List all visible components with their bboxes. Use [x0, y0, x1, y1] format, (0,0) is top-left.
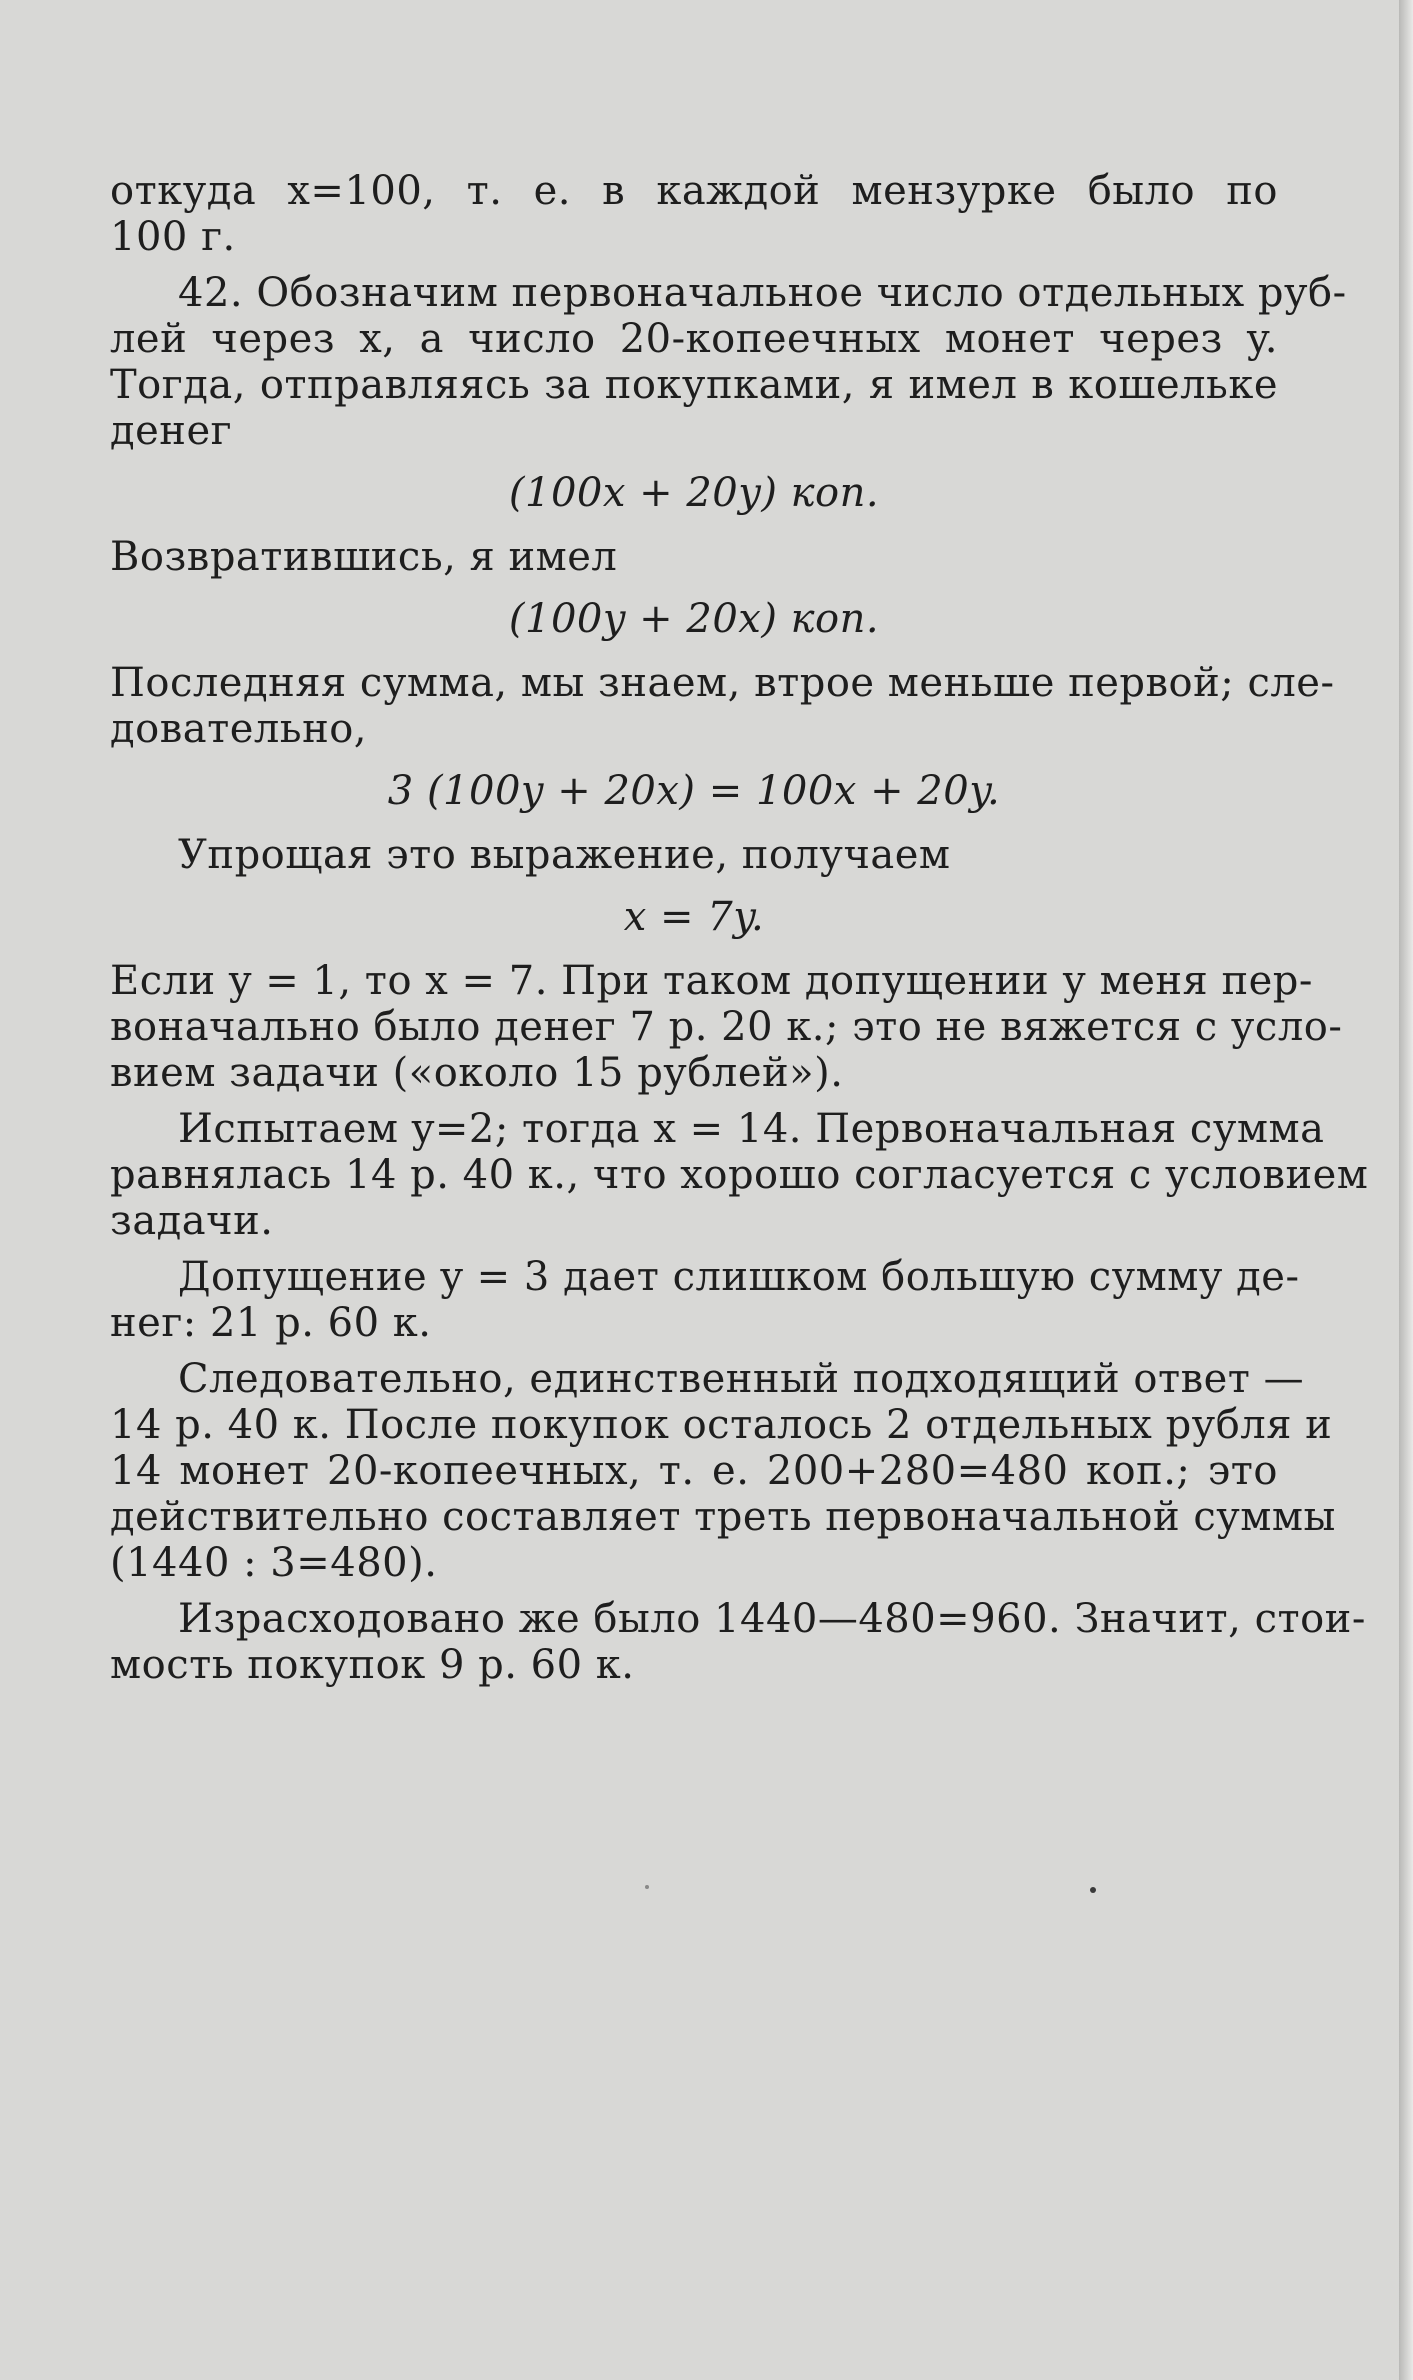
text-line: довательно,	[110, 706, 368, 752]
formula-result: x = 7y.	[623, 894, 765, 940]
text-line: задачи.	[110, 1198, 274, 1244]
text-line: действительно составляет треть первоначальной суммы	[110, 1494, 1336, 1540]
text-line: Допущение y = 3 дает слишком большую сумму де-	[178, 1254, 1300, 1300]
problem-42-start: 42. Обозначим первоначальное число отдельных руб-	[178, 270, 1347, 316]
text-line: Тогда, отправляясь за покупками, я имел в кошельке	[110, 362, 1278, 408]
formula-returned-sum: (100y + 20x) коп.	[508, 596, 880, 642]
text-line: мость покупок 9 р. 60 к.	[110, 1642, 635, 1688]
ink-speck	[645, 1885, 649, 1889]
text-line: 100 г.	[110, 214, 236, 260]
text-line: Следовательно, единственный подходящий ответ —	[178, 1356, 1305, 1402]
text-line: Если y = 1, то x = 7. При таком допущении у меня пер-	[110, 958, 1313, 1004]
text-line: Возвратившись, я имел	[110, 534, 618, 580]
formula-initial-sum: (100x + 20y) коп.	[508, 470, 880, 516]
text-line: равнялась 14 р. 40 к., что хорошо согласуется с условием	[110, 1152, 1369, 1198]
text-line: Последняя сумма, мы знаем, втрое меньше первой; сле-	[110, 660, 1335, 706]
solution-text	[110, 168, 1369, 1688]
text-line: воначально было денег 7 р. 20 к.; это не вяжется с усло-	[110, 1004, 1343, 1050]
ink-speck	[1090, 1887, 1096, 1893]
page-edge-shadow	[1399, 0, 1413, 2380]
formula-equation: 3 (100y + 20x) = 100x + 20y.	[387, 768, 1001, 814]
text-line: Упрощая это выражение, получаем	[178, 832, 951, 878]
text-line: нег: 21 р. 60 к.	[110, 1300, 432, 1346]
text-line: Испытаем y=2; тогда x = 14. Первоначальная сумма	[178, 1106, 1325, 1152]
text-line: 14 р. 40 к. После покупок осталось 2 отдельных рубля и	[110, 1402, 1333, 1448]
text-line: вием задачи («около 15 рублей»).	[110, 1050, 844, 1096]
text-line: денег	[110, 408, 233, 454]
text-line: лей через x, а число 20-копеечных монет через y.	[110, 316, 1278, 362]
text-line: Израсходовано же было 1440—480=960. Значит, стои-	[178, 1596, 1366, 1642]
text-line: откуда x=100, т. е. в каждой мензурке было по	[110, 168, 1278, 214]
text-line: (1440 : 3=480).	[110, 1540, 438, 1586]
text-line: 14 монет 20-копеечных, т. е. 200+280=480 коп.; это	[110, 1448, 1278, 1494]
